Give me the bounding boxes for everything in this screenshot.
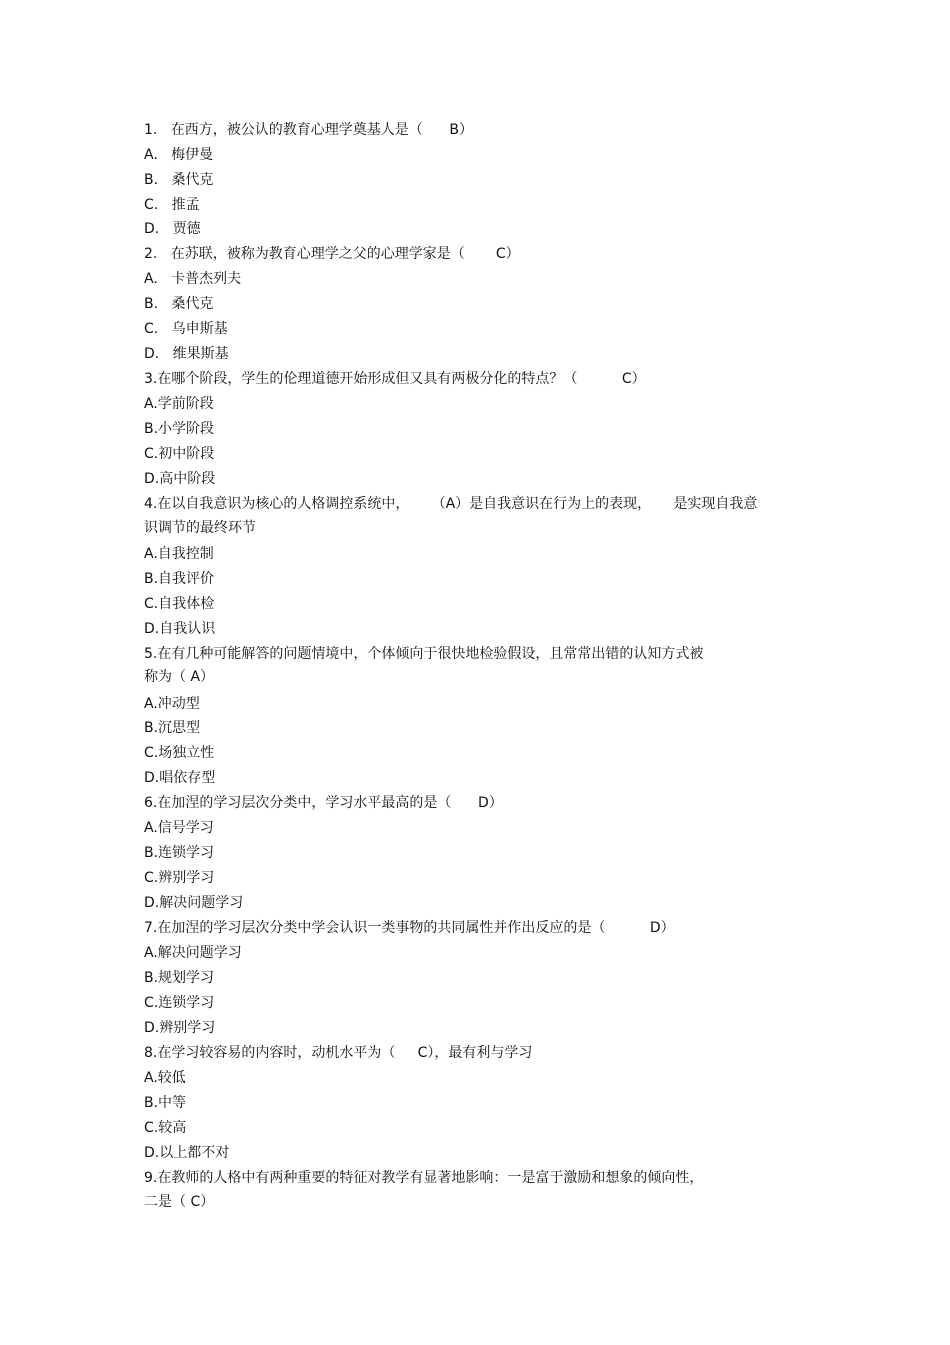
option-d: D.高中阶段 xyxy=(144,471,216,487)
question-4: 4.在以自我意识为核心的人格调控系统中， （A）是自我意识在行为上的表现， 是实现自我意 xyxy=(144,496,758,512)
option-c: C. 乌申斯基 xyxy=(144,321,228,337)
option-d: D.自我认识 xyxy=(144,621,216,637)
option-b: B. 桑代克 xyxy=(144,296,214,312)
option-d: D.辨别学习 xyxy=(144,1020,216,1036)
option-a: A.冲动型 xyxy=(144,696,200,712)
question-1: 1. 在西方，被公认的教育心理学奠基人是（ B） xyxy=(144,122,474,138)
option-b: B.中等 xyxy=(144,1095,187,1111)
option-b: B.沉思型 xyxy=(144,720,201,736)
question-9-continued: 二是（ C） xyxy=(144,1194,215,1210)
question-3: 3.在哪个阶段，学生的伦理道德开始形成但又具有两极分化的特点？（ C） xyxy=(144,371,646,387)
option-c: C.连锁学习 xyxy=(144,995,215,1011)
option-a: A. 卡普杰列夫 xyxy=(144,271,242,287)
question-8: 8.在学习较容易的内容时，动机水平为（ C），最有利与学习 xyxy=(144,1045,533,1061)
option-a: A.较低 xyxy=(144,1070,186,1086)
option-c: C.较高 xyxy=(144,1120,187,1136)
question-2: 2. 在苏联，被称为教育心理学之父的心理学家是（ C） xyxy=(144,246,520,262)
question-9: 9.在教师的人格中有两种重要的特征对教学有显著地影响：一是富于激励和想象的倾向性， xyxy=(144,1170,704,1186)
option-d: D.唱依存型 xyxy=(144,770,216,786)
option-d: D. 维果斯基 xyxy=(144,346,229,362)
option-b: B.连锁学习 xyxy=(144,845,215,861)
option-c: C.场独立性 xyxy=(144,745,215,761)
question-7: 7.在加涅的学习层次分类中学会认识一类事物的共同属性并作出反应的是（ D） xyxy=(144,920,675,936)
option-d: D. 贾德 xyxy=(144,221,201,237)
option-d: D.以上都不对 xyxy=(144,1145,230,1161)
question-6: 6.在加涅的学习层次分类中，学习水平最高的是（ D） xyxy=(144,795,503,811)
option-a: A.自我控制 xyxy=(144,546,214,562)
option-c: C. 推孟 xyxy=(144,197,200,213)
option-a: A.信号学习 xyxy=(144,820,214,836)
option-d: D.解决问题学习 xyxy=(144,895,244,911)
option-a: A.解决问题学习 xyxy=(144,945,242,961)
option-c: C.自我体检 xyxy=(144,596,215,612)
question-5-continued: 称为（ A） xyxy=(144,669,215,685)
option-b: B.规划学习 xyxy=(144,970,215,986)
option-b: B.自我评价 xyxy=(144,571,215,587)
question-4-continued: 识调节的最终环节 xyxy=(144,520,256,536)
option-c: C.初中阶段 xyxy=(144,446,215,462)
option-a: A.学前阶段 xyxy=(144,396,214,412)
option-b: B.小学阶段 xyxy=(144,421,215,437)
option-b: B. 桑代克 xyxy=(144,172,214,188)
option-a: A. 梅伊曼 xyxy=(144,147,214,163)
option-c: C.辨别学习 xyxy=(144,870,215,886)
question-5: 5.在有几种可能解答的问题情境中，个体倾向于很快地检验假设，且常常出错的认知方式被 xyxy=(144,646,704,662)
